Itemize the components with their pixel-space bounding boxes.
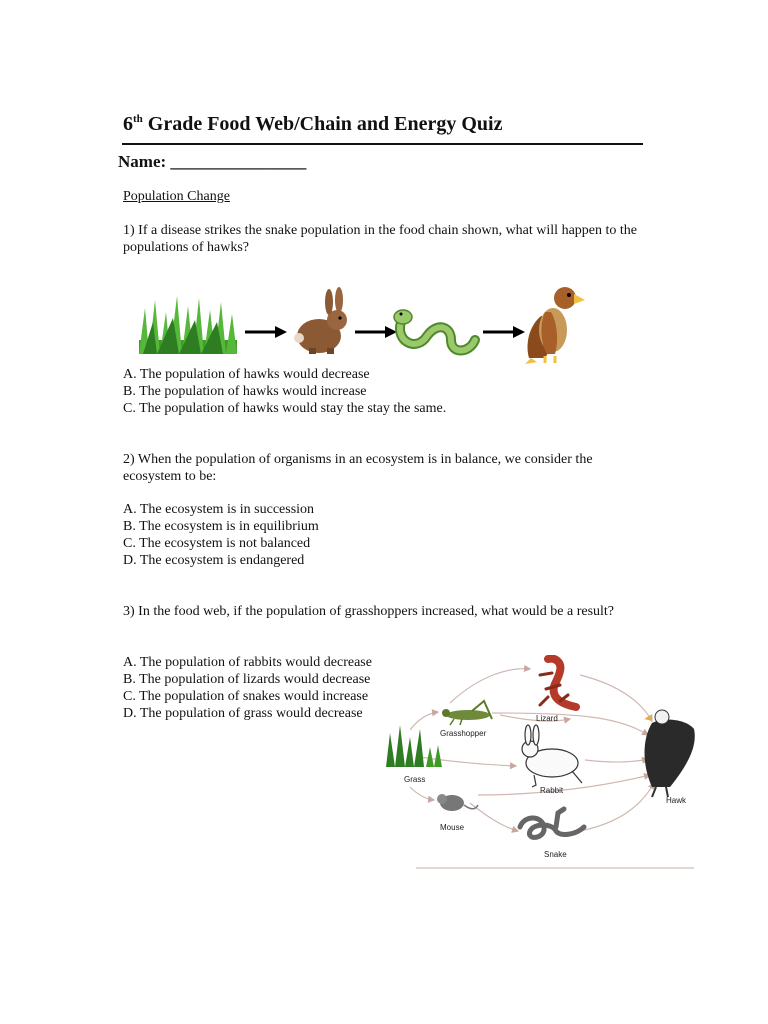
grasshopper-illustration	[440, 701, 492, 738]
arrow-icon	[245, 326, 287, 338]
answer-option[interactable]: A. The population of hawks would decrease	[123, 367, 370, 382]
answer-option[interactable]: B. The population of hawks would increase	[123, 384, 367, 399]
hawk-label: Hawk	[666, 796, 687, 805]
food-chain-diagram	[133, 282, 593, 364]
hawk-illustration	[644, 710, 695, 805]
food-web-diagram	[380, 655, 710, 870]
arrow-icon	[355, 326, 397, 338]
mouse-label: Mouse	[440, 823, 465, 832]
rabbit-illustration	[294, 287, 347, 354]
question-1: 1) If a disease strikes the snake population in the food chain shown, what will happen to the populations of hawks?	[123, 223, 637, 255]
answer-option[interactable]: D. The ecosystem is endangered	[123, 553, 305, 568]
grass-illustration	[386, 725, 442, 784]
snake-illustration	[394, 310, 475, 351]
question-2: 2) When the population of organisms in an ecosystem is in balance, we consider the ecosystem to be:	[123, 452, 593, 484]
answer-option[interactable]: C. The ecosystem is not balanced	[123, 536, 311, 551]
answer-option[interactable]: B. The ecosystem is in equilibrium	[123, 519, 319, 534]
question-1-options	[123, 366, 446, 417]
snake-illustration	[520, 809, 584, 859]
name-field-label: Name: ________________	[118, 152, 307, 171]
arrow-icon	[483, 326, 525, 338]
lizard-illustration	[536, 659, 576, 723]
grass-label: Grass	[404, 775, 426, 784]
mouse-illustration	[437, 794, 478, 832]
answer-option[interactable]: D. The population of grass would decrease	[123, 706, 363, 721]
answer-option[interactable]: C. The population of snakes would increase	[123, 689, 369, 704]
snake-label: Snake	[544, 850, 567, 859]
answer-option[interactable]: B. The population of lizards would decrease	[123, 672, 371, 687]
question-3: 3) In the food web, if the population of grasshoppers increased, what would be a result?	[123, 604, 615, 619]
rabbit-illustration	[522, 725, 582, 795]
question-2-options	[123, 501, 319, 569]
answer-option[interactable]: A. The ecosystem is in succession	[123, 502, 315, 517]
grass-illustration	[139, 296, 237, 354]
answer-option[interactable]: A. The population of rabbits would decrease	[123, 655, 372, 670]
page-title: 6th Grade Food Web/Chain and Energy Quiz	[123, 113, 503, 135]
answer-option[interactable]: C. The population of hawks would stay the stay the same.	[123, 401, 447, 416]
lizard-label: Lizard	[536, 714, 558, 723]
hawk-illustration	[525, 287, 585, 364]
title-divider	[122, 143, 643, 145]
rabbit-label: Rabbit	[540, 786, 564, 795]
question-3-options	[123, 654, 372, 722]
grasshopper-label: Grasshopper	[440, 729, 487, 738]
section-title: Population Change	[123, 189, 230, 204]
